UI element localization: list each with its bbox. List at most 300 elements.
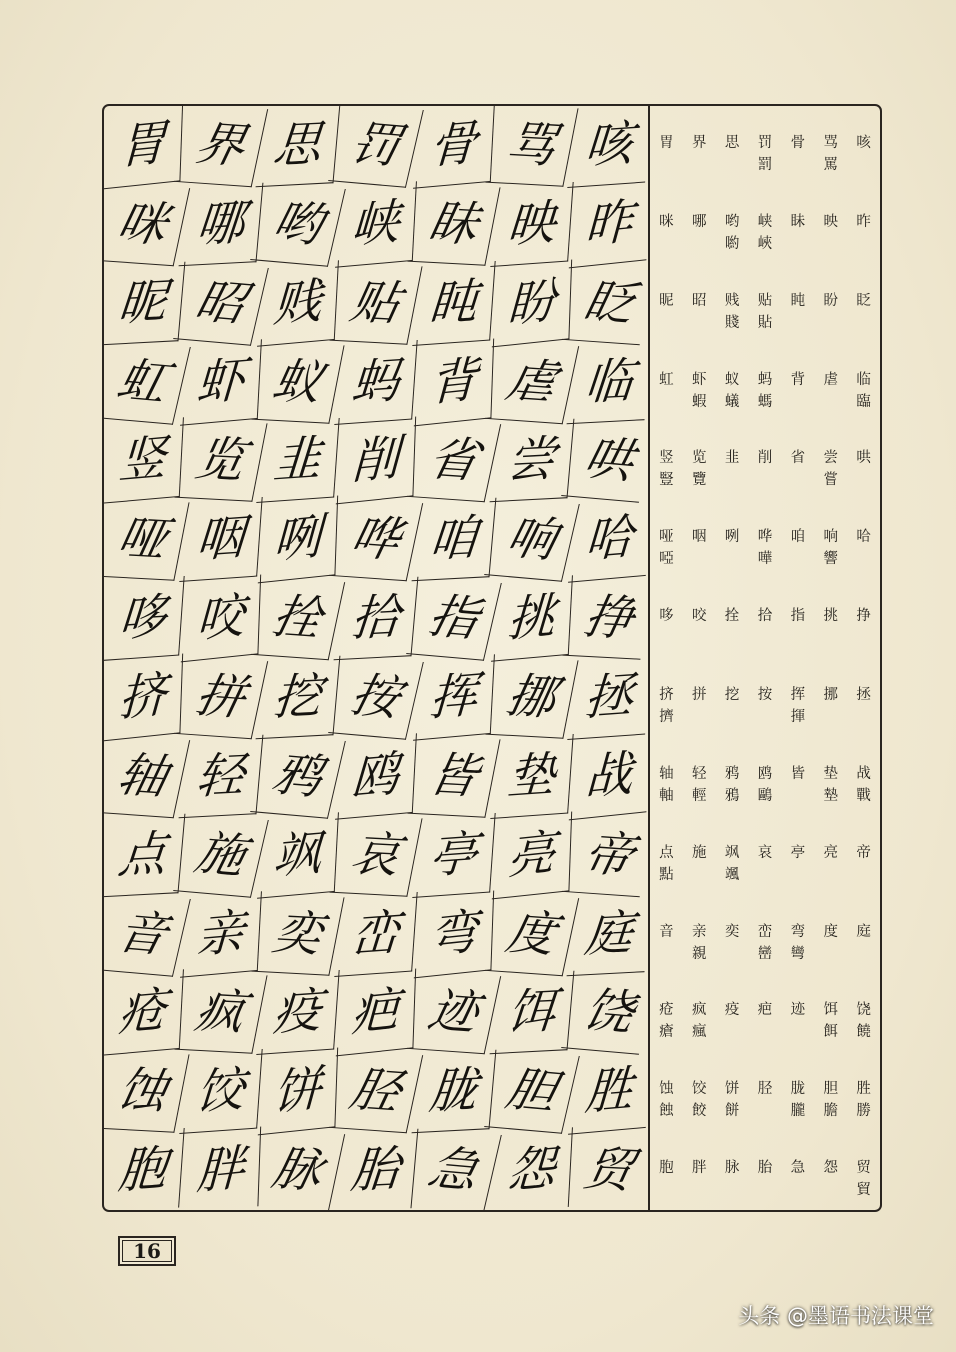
reference-cell [716, 684, 749, 706]
reference-cell [650, 605, 683, 627]
reference-cell [650, 921, 683, 943]
traditional-character: 擠 [659, 708, 674, 725]
simplified-character: 思 [724, 135, 740, 151]
simplified-character: 哀 [757, 844, 773, 861]
grid-cell: 战 [569, 732, 649, 820]
reference-cell [847, 447, 880, 469]
reference-cell [847, 999, 880, 1043]
traditional-character: 戰 [856, 787, 871, 804]
watermark: 头条 @墨语书法课堂 [738, 1304, 934, 1328]
reference-cell [781, 211, 814, 233]
reference-cell [716, 1157, 749, 1179]
grid-cell: 庭 [567, 892, 652, 975]
grid-cell: 昭 [173, 261, 268, 345]
grid-cell: 脉 [251, 1129, 345, 1212]
simplified-character: 怨 [823, 1160, 838, 1177]
reference-cell [683, 684, 716, 706]
grid-cell: 贸 [579, 1141, 639, 1200]
traditional-character: 彎 [790, 945, 806, 962]
traditional-character: 輕 [692, 787, 707, 804]
grid-cell: 垫 [490, 734, 573, 819]
simplified-character: 贱 [724, 292, 740, 309]
reference-cell [716, 211, 749, 255]
reference-cell [781, 132, 814, 154]
grid-cell: 急 [406, 1128, 501, 1212]
reference-cell [749, 842, 782, 864]
reference-cell [814, 605, 847, 627]
simplified-character: 亲 [692, 923, 707, 940]
reference-cell [716, 447, 749, 469]
grid-cell: 哆 [102, 576, 184, 661]
simplified-character: 映 [823, 213, 838, 230]
simplified-character: 拯 [856, 686, 871, 703]
simplified-character: 虾 [692, 371, 707, 388]
grid-cell: 罚 [328, 104, 423, 188]
simplified-character: 蚁 [724, 371, 740, 388]
reference-cell [650, 526, 683, 570]
simplified-character: 胖 [692, 1160, 707, 1177]
reference-cell [749, 999, 782, 1021]
grid-cell: 昨 [569, 180, 649, 268]
reference-cell [749, 1078, 782, 1100]
grid-cell: 眨 [562, 261, 656, 344]
grid-cell: 哄 [561, 419, 656, 503]
grid-cell: 咬 [181, 575, 261, 663]
simplified-character: 哟 [724, 213, 740, 230]
simplified-character: 昵 [659, 292, 674, 309]
page-number: 16 [118, 1236, 176, 1266]
grid-cell: 哀 [330, 814, 423, 896]
grid-cell: 界 [174, 104, 268, 187]
reference-cell [650, 369, 683, 391]
simplified-character: 咬 [692, 608, 707, 625]
grid-cell: 咽 [179, 497, 262, 582]
simplified-character: 挖 [724, 686, 740, 703]
traditional-character: 餃 [692, 1103, 707, 1120]
reference-cell [814, 447, 847, 491]
simplified-character: 咽 [692, 529, 707, 546]
simplified-character: 轻 [692, 765, 707, 782]
reference-row [650, 343, 880, 422]
simplified-character: 虐 [823, 371, 838, 388]
reference-cell [847, 369, 880, 413]
reference-cell [847, 290, 880, 312]
grid-cell: 哗 [329, 498, 423, 581]
reference-cell [683, 842, 716, 864]
grid-cell: 响 [484, 498, 579, 582]
traditional-character: 點 [659, 866, 674, 883]
simplified-character: 胜 [856, 1081, 871, 1098]
grid-cell: 帝 [562, 813, 656, 896]
traditional-character: 勝 [856, 1103, 871, 1120]
traditional-character: 膽 [823, 1103, 838, 1120]
simplified-character: 庭 [856, 923, 871, 940]
reference-cell [716, 369, 749, 413]
reference-cell [814, 290, 847, 312]
traditional-character: 臨 [856, 393, 871, 410]
simplified-character: 拼 [692, 686, 707, 703]
grid-cell: 胆 [484, 1050, 579, 1134]
reference-cell [650, 999, 683, 1043]
reference-cell [814, 132, 847, 176]
simplified-character: 鸥 [757, 765, 773, 782]
grid-cell: 虾 [180, 339, 262, 425]
reference-cell [683, 605, 716, 627]
simplified-character: 竖 [659, 450, 674, 467]
reference-cell [781, 605, 814, 627]
simplified-character: 战 [856, 765, 871, 782]
grid-cell: 峡 [335, 181, 417, 267]
traditional-character: 朧 [790, 1103, 806, 1120]
reference-cell [716, 526, 749, 548]
reference-cell [847, 1157, 880, 1201]
simplified-character: 皆 [790, 765, 806, 782]
grid-cell: 盼 [491, 259, 571, 347]
reference-row [650, 185, 880, 264]
simplified-character: 背 [790, 371, 806, 388]
traditional-character: 蝕 [659, 1103, 674, 1120]
simplified-character: 帝 [856, 844, 871, 861]
reference-cell [683, 369, 716, 413]
simplified-character: 垫 [823, 765, 838, 782]
reference-cell [749, 605, 782, 627]
reference-cell [781, 369, 814, 391]
reference-cell [749, 526, 782, 570]
traditional-character: 響 [823, 551, 838, 568]
simplified-character: 鸦 [724, 765, 740, 782]
grid-cell: 饺 [179, 1049, 262, 1134]
simplified-character: 响 [823, 529, 838, 546]
simplified-character: 拴 [724, 608, 740, 625]
simplified-character: 饺 [692, 1081, 707, 1098]
grid-cell: 音 [102, 892, 191, 976]
simplified-character: 奕 [724, 923, 740, 940]
simplified-character: 疯 [692, 1002, 707, 1019]
reference-row [650, 579, 880, 658]
simplified-character: 施 [692, 844, 707, 861]
reference-cell [781, 290, 814, 312]
reference-cell [683, 921, 716, 965]
grid-cell: 昵 [102, 261, 185, 344]
simplified-character: 饼 [724, 1081, 740, 1098]
grid-cell: 览 [174, 420, 267, 502]
grid-cell: 韭 [257, 418, 340, 503]
grid-cell: 竖 [102, 418, 184, 504]
reference-cell [716, 999, 749, 1021]
simplified-character: 咱 [790, 529, 806, 546]
simplified-character: 迹 [790, 1002, 806, 1019]
reference-cell [847, 1078, 880, 1122]
simplified-character: 盹 [790, 292, 806, 309]
simplified-character: 脉 [724, 1160, 740, 1177]
reference-cell [781, 684, 814, 728]
simplified-character: 虹 [659, 371, 674, 388]
grid-cell: 贱 [257, 260, 339, 346]
grid-cell: 挪 [485, 656, 578, 738]
grid-cell: 蚀 [102, 1051, 189, 1133]
simplified-character: 挤 [659, 686, 674, 703]
simplified-character: 指 [790, 608, 806, 625]
reference-cell [683, 526, 716, 548]
grid-cell: 弯 [414, 890, 494, 978]
simplified-character: 飒 [724, 844, 740, 861]
traditional-character: 罰 [757, 157, 773, 173]
simplified-character: 峡 [757, 213, 773, 230]
reference-cell [814, 842, 847, 864]
reference-cell [683, 132, 716, 154]
simplified-character: 哑 [659, 529, 674, 546]
traditional-character: 瘋 [692, 1024, 707, 1041]
grid-cell: 按 [328, 655, 423, 739]
grid-cell: 拾 [334, 577, 419, 660]
simplified-character: 点 [659, 844, 674, 861]
simplified-character: 骂 [823, 135, 838, 151]
grid-cell: 映 [490, 182, 573, 267]
reference-cell [683, 447, 716, 491]
reference-cell [814, 684, 847, 706]
grid-cell: 胎 [334, 1129, 419, 1212]
reference-cell [683, 1078, 716, 1122]
reference-cell [749, 684, 782, 706]
reference-cell [716, 132, 749, 154]
grid-cell: 盹 [412, 261, 495, 346]
traditional-character: 巒 [757, 945, 773, 962]
simplified-character: 削 [757, 450, 773, 467]
traditional-character: 颯 [724, 866, 740, 883]
traditional-character: 軸 [659, 787, 674, 804]
traditional-character: 蟻 [724, 393, 740, 410]
grid-cell: 拼 [174, 656, 268, 739]
grid-cell: 哑 [102, 499, 189, 581]
simplified-character: 罚 [757, 135, 773, 151]
reference-cell [716, 605, 749, 627]
simplified-character: 挣 [856, 608, 871, 625]
reference-cell [749, 921, 782, 965]
simplified-character: 胫 [757, 1081, 773, 1098]
grid-cell: 饵 [489, 971, 574, 1054]
simplified-character: 弯 [790, 923, 806, 940]
reference-cell [814, 1078, 847, 1122]
simplified-character: 胆 [823, 1081, 838, 1098]
reference-cell [749, 132, 782, 176]
reference-cell [716, 763, 749, 807]
reference-cell [847, 605, 880, 627]
reference-row [650, 816, 880, 895]
traditional-character: 餅 [724, 1103, 740, 1120]
grid-cell: 点 [102, 813, 185, 896]
simplified-character: 哗 [757, 529, 773, 546]
reference-cell [847, 921, 880, 943]
grid-cell: 峦 [334, 892, 417, 977]
reference-cell [814, 369, 847, 391]
grid-cell: 亲 [180, 891, 262, 977]
reference-cell [683, 1157, 716, 1179]
simplified-character: 眨 [856, 292, 871, 309]
reference-cell [749, 447, 782, 469]
traditional-character: 峽 [757, 235, 773, 252]
grid-cell: 皆 [407, 735, 500, 817]
simplified-character: 贸 [856, 1160, 871, 1177]
reference-cell [847, 763, 880, 807]
reference-row [650, 1052, 880, 1131]
reference-cell [749, 763, 782, 807]
grid-cell: 鸦 [251, 734, 346, 818]
simplified-character: 骨 [790, 135, 806, 151]
reference-row [650, 421, 880, 500]
reference-cell [847, 132, 880, 154]
simplified-character: 咳 [856, 135, 871, 151]
simplified-character: 胃 [659, 135, 674, 151]
grid-cell: 挤 [103, 654, 183, 742]
simplified-character: 亭 [790, 844, 806, 861]
reference-cell [781, 921, 814, 965]
grid-cell: 削 [336, 417, 416, 505]
simplified-character: 哆 [659, 608, 674, 625]
traditional-character: 揮 [790, 708, 806, 725]
reference-cell [781, 526, 814, 548]
reference-cell [781, 842, 814, 864]
grid-cell: 轻 [178, 735, 263, 818]
traditional-character: 貼 [757, 314, 773, 331]
simplified-character: 度 [823, 923, 838, 940]
reference-cell [716, 921, 749, 943]
traditional-character: 罵 [823, 157, 838, 173]
grid-cell: 蚁 [252, 341, 345, 423]
simplified-character: 急 [790, 1160, 806, 1177]
traditional-character: 賤 [724, 314, 740, 331]
traditional-character: 親 [692, 945, 707, 962]
grid-cell: 咳 [568, 104, 651, 188]
reference-cell [814, 763, 847, 807]
grid-cell: 鸥 [335, 733, 417, 819]
grid-cell: 度 [484, 892, 578, 975]
reference-cell [814, 999, 847, 1043]
grid-cell: 哈 [568, 497, 650, 583]
simplified-character: 蚀 [659, 1081, 674, 1098]
practice-frame [102, 104, 882, 1212]
reference-cell [847, 526, 880, 548]
traditional-character: 貿 [856, 1182, 871, 1199]
reference-cell [683, 999, 716, 1043]
reference-cell [716, 1078, 749, 1122]
reference-cell [781, 447, 814, 469]
reference-characters [650, 106, 880, 1210]
reference-cell [749, 369, 782, 413]
grid-cell: 疫 [257, 970, 340, 1055]
simplified-character: 尝 [823, 450, 838, 467]
simplified-character: 胎 [757, 1160, 773, 1177]
simplified-character: 胧 [790, 1081, 806, 1098]
grid-cell: 胖 [181, 1127, 261, 1212]
reference-cell [650, 1157, 683, 1179]
grid-cell: 疯 [174, 972, 267, 1054]
grid-cell: 亮 [491, 811, 571, 899]
grid-cell: 胫 [329, 1050, 423, 1133]
reference-cell [683, 211, 716, 233]
simplified-character: 饶 [856, 1002, 871, 1019]
grid-cell: 咱 [411, 498, 496, 581]
reference-cell [749, 211, 782, 255]
traditional-character: 墊 [823, 787, 838, 804]
simplified-character: 按 [757, 686, 773, 703]
grid-cell: 轴 [102, 735, 190, 818]
reference-cell [749, 1157, 782, 1179]
reference-row [650, 895, 880, 974]
reference-cell [650, 763, 683, 807]
simplified-character: 疤 [757, 1002, 773, 1019]
grid-cell: 省 [407, 419, 501, 502]
grid-cell: 怨 [491, 1127, 573, 1212]
grid-cell: 疤 [336, 969, 416, 1057]
traditional-character: 鴉 [724, 787, 740, 804]
reference-cell [650, 132, 683, 154]
simplified-character: 音 [659, 923, 674, 940]
reference-cell [716, 842, 749, 886]
traditional-character: 饒 [856, 1024, 871, 1041]
simplified-character: 昭 [692, 292, 707, 309]
simplified-character: 挥 [790, 686, 806, 703]
grid-cell: 指 [406, 576, 501, 660]
grid-cell: 奕 [252, 893, 345, 975]
reference-cell [814, 1157, 847, 1179]
grid-cell: 挣 [563, 577, 656, 659]
reference-row [650, 658, 880, 737]
simplified-character: 昨 [856, 213, 871, 230]
reference-cell [650, 290, 683, 312]
simplified-character: 眛 [790, 213, 806, 230]
simplified-character: 拾 [757, 608, 773, 625]
grid-cell: 饼 [258, 1048, 338, 1136]
grid-cell: 咪 [102, 183, 190, 266]
traditional-character: 鷗 [757, 787, 773, 804]
simplified-character: 胞 [659, 1160, 674, 1177]
reference-row [650, 106, 880, 185]
simplified-character: 亮 [823, 844, 838, 861]
simplified-character: 省 [790, 450, 806, 467]
traditional-character: 餌 [823, 1024, 838, 1041]
simplified-character: 盼 [823, 292, 838, 309]
reference-cell [847, 842, 880, 864]
simplified-character: 饵 [823, 1002, 838, 1019]
grid-cell: 骨 [413, 104, 495, 189]
grid-cell: 迹 [407, 971, 501, 1054]
grid-cell: 咧 [258, 496, 338, 584]
grid-cell: 贴 [330, 262, 423, 344]
simplified-character: 览 [692, 450, 707, 467]
simplified-character: 疮 [659, 1002, 674, 1019]
reference-cell [683, 290, 716, 312]
traditional-character: 喲 [724, 235, 740, 252]
grid-cell: 临 [567, 340, 652, 423]
reference-cell [781, 999, 814, 1021]
traditional-character: 蝦 [692, 393, 707, 410]
reference-cell [716, 290, 749, 334]
grid-cell: 哟 [251, 182, 346, 266]
grid-cell: 虹 [102, 340, 191, 424]
reference-cell [781, 763, 814, 785]
grid-cell: 飒 [257, 812, 339, 898]
reference-cell [650, 211, 683, 233]
simplified-character: 哈 [856, 529, 871, 546]
grid-cell: 背 [414, 338, 494, 426]
grid-cell: 亭 [412, 813, 495, 898]
grid-cell: 施 [173, 813, 268, 897]
grid-cell: 胧 [411, 1050, 496, 1133]
grid-cell: 眛 [407, 183, 500, 265]
grid-cell: 挑 [491, 575, 573, 661]
reference-cell [847, 684, 880, 706]
grid-cell: 哪 [178, 183, 263, 266]
